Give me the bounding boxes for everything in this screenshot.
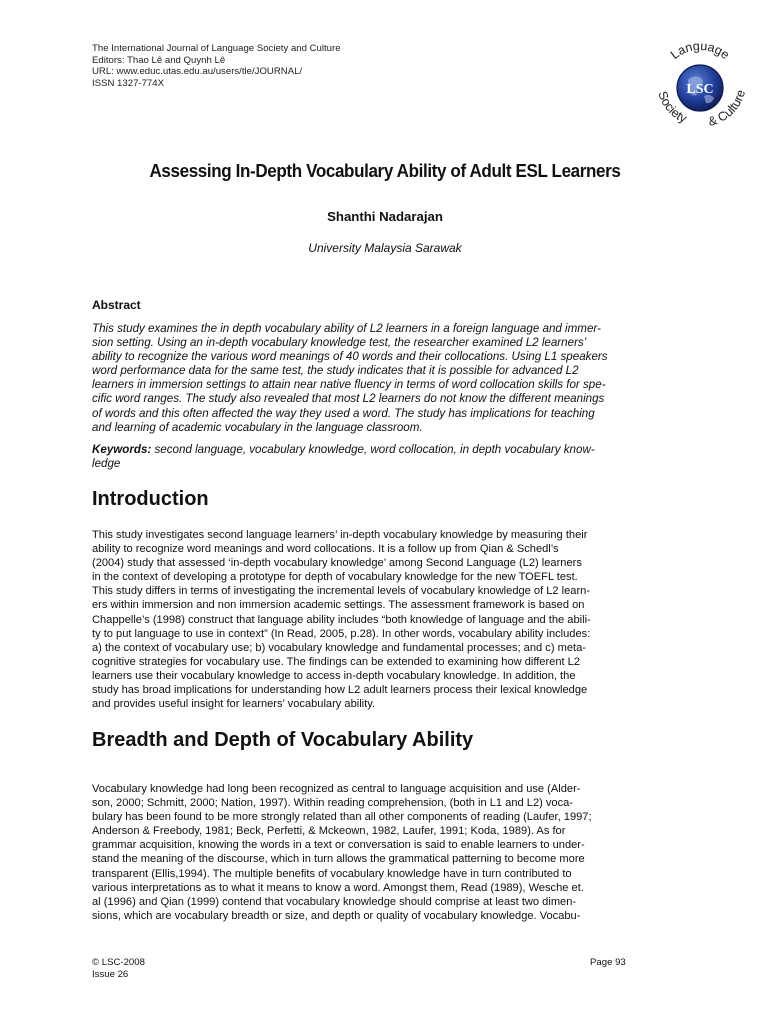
keywords-label: Keywords: xyxy=(92,443,152,456)
introduction-line: ability to recognize word meanings and word collocations. It is a follow up from Qian & Schedl’s xyxy=(92,543,559,556)
abstract-line: learners in immersion settings to attain near native fluency in terms of word collocation skills for spe- xyxy=(92,378,606,392)
journal-logo xyxy=(648,36,752,140)
logo-text-culture: & Culture xyxy=(706,88,749,129)
introduction-heading: Introduction xyxy=(92,488,209,510)
abstract-line: This study examines the in depth vocabulary ability of L2 learners in a foreign language and immer- xyxy=(92,322,601,335)
breadth-depth-heading: Breadth and Depth of Vocabulary Ability xyxy=(92,729,474,751)
paper-title: Assessing In-Depth Vocabulary Ability of Adult ESL Learners xyxy=(149,160,621,181)
abstract-line: sion setting. Using an in-depth vocabulary knowledge test, the researcher examined L2 learners’ xyxy=(92,336,587,350)
breadth-line: sions, which are vocabulary breadth or size, and depth or quality of vocabulary knowledge. Vocabu- xyxy=(92,909,581,922)
journal-header xyxy=(92,43,341,89)
introduction-line: ty to put language to use in context” (In Read, 2005, p.28). In other words, vocabulary ability includes: xyxy=(92,627,591,640)
footer-issue: Issue 26 xyxy=(92,968,129,980)
breadth-line: bulary has been found to be more strongly related than all other components of reading (Laufer, 1997; xyxy=(92,811,592,824)
abstract-line: cific word ranges. The study also revealed that most L2 learners do not know the different meanings xyxy=(92,392,605,406)
introduction-line: cognitive strategies for vocabulary use. The findings can be extended to examining how different L2 xyxy=(92,655,581,668)
breadth-line: al (1996) and Qian (1999) contend that vocabulary knowledge should comprise at least two dimen- xyxy=(92,895,577,908)
introduction-line: This study differs in terms of investigating the incremental levels of vocabulary knowledge of L2 learn- xyxy=(92,585,591,598)
keywords-text: second language, vocabulary knowledge, word collocation, in depth vocabulary know- xyxy=(151,443,595,456)
author-affiliation: University Malaysia Sarawak xyxy=(308,241,462,255)
breadth-line: Vocabulary knowledge had long been recognized as central to language acquisition and use (Alder- xyxy=(92,783,581,795)
introduction-line: learners use their vocabulary knowledge to access in-depth vocabulary knowledge. In addition, the xyxy=(92,669,576,682)
logo-text-society: Society xyxy=(655,89,690,126)
journal-editors: Editors: Thao Lê and Quynh Lê xyxy=(92,54,226,66)
introduction-line: ers within immersion and non immersion academic settings. The assessment framework is based on xyxy=(92,599,585,612)
keywords-line: ledge xyxy=(92,457,121,471)
breadth-line: grammar acquisition, knowing the words in a text or conversation is said to enable learners to under- xyxy=(92,839,585,852)
abstract-heading: Abstract xyxy=(92,298,141,312)
journal-issn: ISSN 1327-774X xyxy=(92,77,164,89)
breadth-depth-text xyxy=(92,782,682,923)
journal-url: URL: www.educ.utas.edu.au/users/tle/JOURNAL/ xyxy=(92,66,303,78)
introduction-line: in the context of developing a prototype for depth of vocabulary knowledge for the new TOEFL test. xyxy=(92,571,578,584)
logo-text-language: Language xyxy=(667,38,733,63)
footer-copyright: © LSC-2008 xyxy=(92,957,145,968)
author-name: Shanthi Nadarajan xyxy=(327,209,443,224)
keywords-line xyxy=(92,443,682,457)
journal-name: The International Journal of Language Society and Culture xyxy=(92,43,341,54)
footer-page-number: Page 93 xyxy=(590,957,626,968)
introduction-line: a) the context of vocabulary use; b) vocabulary knowledge and fundamental processes; and c) meta- xyxy=(92,641,586,654)
breadth-line: Anderson & Freebody, 1981; Beck, Perfetti, & Mckeown, 1982, Laufer, 1991; Koda, 1989). As for xyxy=(92,825,566,838)
introduction-text xyxy=(92,528,682,711)
abstract-line: of words and this often affected the way they used a word. The study has implications for teaching xyxy=(92,406,595,420)
introduction-line: study has broad implications for understanding how L2 adult learners process their lexical knowledge xyxy=(92,684,588,697)
breadth-line: various interpretations as to what it means to know a word. Amongst them, Read (1989), Wesche et. xyxy=(92,881,584,894)
footer-left xyxy=(92,957,145,980)
abstract-line: and learning of academic vocabulary in the language classroom. xyxy=(92,420,423,434)
abstract-text xyxy=(92,322,682,435)
introduction-line: Chappelle’s (1998) construct that language ability includes “both knowledge of language and the abili- xyxy=(92,613,591,626)
abstract-line: word performance data for the same test, the study indicates that it is possible for advanced L2 xyxy=(92,364,579,378)
breadth-line: transparent (Ellis,1994). The multiple benefits of vocabulary knowledge have in turn contributed to xyxy=(92,867,572,880)
abstract-line: ability to recognize the various word meanings of 40 words and their collocations. Using L1 speakers xyxy=(92,350,608,364)
breadth-line: son, 2000; Schmitt, 2000; Nation, 1997). Within reading comprehension, (both in L1 and L2) voca- xyxy=(92,797,574,810)
breadth-line: stand the meaning of the discourse, which in turn allows the grammatical patterning to become more xyxy=(92,853,585,866)
introduction-line: This study investigates second language learners’ in-depth vocabulary knowledge by measuring their xyxy=(92,529,588,541)
introduction-line: and provides useful insight for learners’ vocabulary ability. xyxy=(92,698,376,711)
introduction-line: (2004) study that assessed ‘in-depth vocabulary knowledge’ among Second Language (L2) learners xyxy=(92,557,582,570)
logo-emblem: LSC xyxy=(686,82,714,97)
keywords xyxy=(92,443,682,471)
